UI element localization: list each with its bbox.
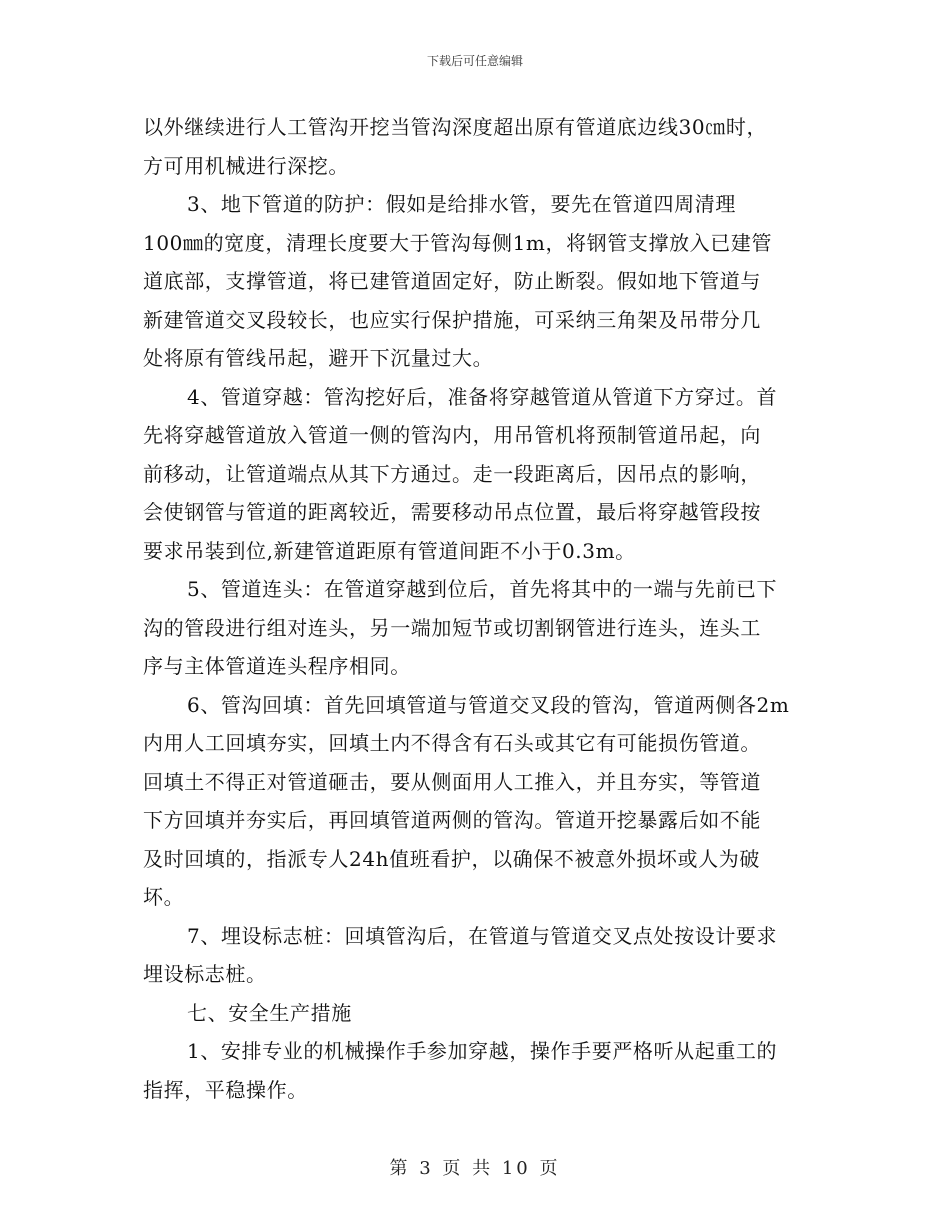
text-line: 4、管道穿越：管沟挖好后，准备将穿越管道从管道下方穿过。首 [187,384,778,409]
text-line: 坏。 [143,885,185,909]
text-line: 埋设标志桩。 [143,962,267,986]
text-line: 5、管道连头：在管道穿越到位后，首先将其中的一端与先前已下 [187,577,778,601]
text-line: 先将穿越管道放入管道一侧的管沟内，用吊管机将预制管道吊起，向 [143,423,761,447]
text-line: 会使钢管与管道的距离较近，需要移动吊点位置，最后将穿越管段按 [143,500,761,524]
text-line: 序与主体管道连头程序相同。 [143,654,411,678]
text-line: 指挥，平稳操作。 [143,1077,308,1102]
text-line: 道底部，支撑管道，将已建管道固定好，防止断裂。假如地下管道与 [143,269,761,293]
text-line: 沟的管段进行组对连头，另一端加短节或切割钢管进行连头，连头工 [143,615,761,640]
text-line: 内用人工回填夯实，回填土内不得含有石头或其它有可能损伤管道。 [143,731,761,755]
text-line: 前移动，让管道端点从其下方通过。走一段距离后，因吊点的影响， [143,461,761,486]
page-number-footer: 第 3 页 共 10 页 [389,1158,561,1179]
text-line: 7、埋设标志桩：回填管沟后，在管道与管道交叉点处按设计要求 [187,923,778,948]
text-line: 下方回填并夯实后，再回填管道两侧的管沟。管道开挖暴露后如不能 [143,808,761,832]
header-note: 下载后可任意编辑 [426,54,523,68]
text-line: 要求吊装到位,新建管道距原有管道间距不小于0.3m。 [143,538,636,563]
text-line: 及时回填的，指派专人24h值班看护，以确保不被意外损坏或人为破 [143,846,760,871]
text-line: 七、安全生产措施 [187,1000,352,1025]
text-line: 方可用机械进行深挖。 [143,153,349,178]
text-line: 3、地下管道的防护：假如是给排水管，要先在管道四周清理 [187,192,736,216]
text-line: 处将原有管线吊起，避开下沉量过大。 [143,346,494,370]
text-line: 新建管道交叉段较长，也应实行保护措施，可采纳三角架及吊带分几 [143,307,761,332]
text-line: 6、管沟回填：首先回填管道与管道交叉段的管沟，管道两侧各2m [187,692,790,717]
text-line: 100㎜的宽度，清理长度要大于管沟每侧1m，将钢管支撑放入已建管 [143,230,773,255]
document-body [143,108,813,1109]
text-line: 回填土不得正对管道砸击，要从侧面用人工推入，并且夯实，等管道 [143,769,761,794]
text-line: 1、安排专业的机械操作手参加穿越，操作手要严格听从起重工的 [187,1039,778,1063]
text-line: 以外继续进行人工管沟开挖当管沟深度超出原有管道底边线30㎝时， [143,115,768,139]
